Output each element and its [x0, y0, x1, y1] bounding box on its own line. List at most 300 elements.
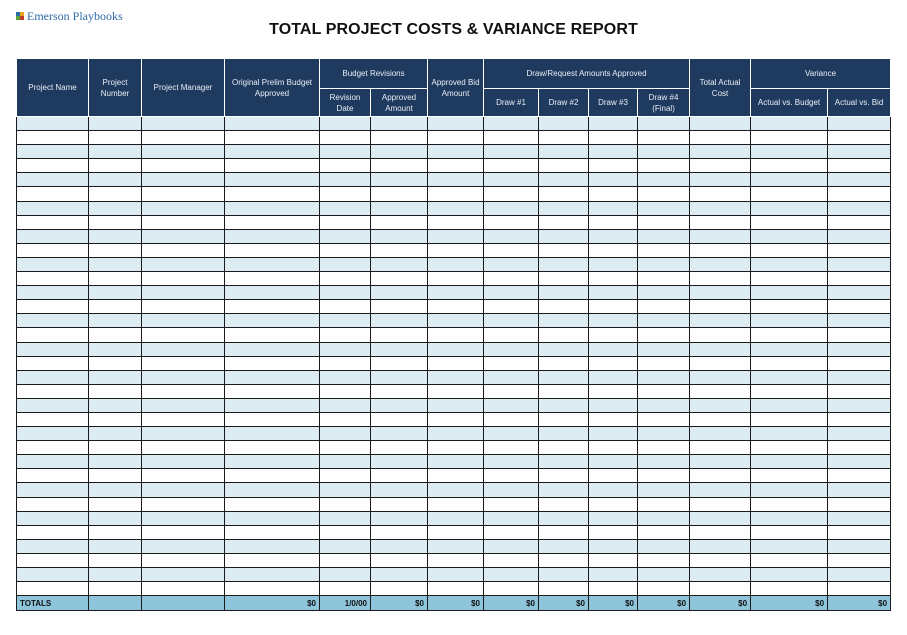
table-cell[interactable]: [484, 483, 539, 497]
table-cell[interactable]: [320, 314, 371, 328]
table-cell[interactable]: [638, 356, 690, 370]
table-cell[interactable]: [89, 370, 142, 384]
table-cell[interactable]: [371, 539, 428, 553]
table-cell[interactable]: [17, 553, 89, 567]
table-cell[interactable]: [539, 300, 589, 314]
table-cell[interactable]: [539, 398, 589, 412]
table-cell[interactable]: [89, 187, 142, 201]
table-cell[interactable]: [484, 131, 539, 145]
table-cell[interactable]: [320, 384, 371, 398]
table-cell[interactable]: [539, 159, 589, 173]
table-cell[interactable]: [690, 272, 751, 286]
table-cell[interactable]: [89, 257, 142, 271]
table-cell[interactable]: [320, 257, 371, 271]
table-cell[interactable]: [690, 553, 751, 567]
table-cell[interactable]: [371, 370, 428, 384]
table-cell[interactable]: [589, 201, 638, 215]
table-cell[interactable]: [371, 117, 428, 131]
table-cell[interactable]: [638, 187, 690, 201]
table-cell[interactable]: [320, 286, 371, 300]
table-cell[interactable]: [142, 455, 225, 469]
table-cell[interactable]: [371, 272, 428, 286]
table-cell[interactable]: [828, 300, 891, 314]
table-cell[interactable]: [428, 525, 484, 539]
table-cell[interactable]: [17, 257, 89, 271]
table-cell[interactable]: [428, 131, 484, 145]
table-cell[interactable]: [428, 582, 484, 596]
table-cell[interactable]: [320, 497, 371, 511]
table-cell[interactable]: [539, 187, 589, 201]
table-cell[interactable]: [89, 539, 142, 553]
table-cell[interactable]: [320, 300, 371, 314]
table-cell[interactable]: [225, 553, 320, 567]
table-cell[interactable]: [828, 469, 891, 483]
table-cell[interactable]: [89, 525, 142, 539]
table-cell[interactable]: [320, 469, 371, 483]
table-cell[interactable]: [428, 300, 484, 314]
table-cell[interactable]: [225, 455, 320, 469]
table-cell[interactable]: [589, 159, 638, 173]
table-cell[interactable]: [142, 469, 225, 483]
table-cell[interactable]: [89, 159, 142, 173]
table-cell[interactable]: [428, 356, 484, 370]
table-cell[interactable]: [638, 553, 690, 567]
table-cell[interactable]: [17, 342, 89, 356]
table-cell[interactable]: [690, 427, 751, 441]
table-cell[interactable]: [17, 412, 89, 426]
table-cell[interactable]: [371, 131, 428, 145]
table-cell[interactable]: [225, 483, 320, 497]
table-cell[interactable]: [539, 427, 589, 441]
table-cell[interactable]: [484, 159, 539, 173]
table-cell[interactable]: [751, 131, 828, 145]
table-cell[interactable]: [828, 117, 891, 131]
table-cell[interactable]: [690, 300, 751, 314]
table-cell[interactable]: [751, 525, 828, 539]
table-cell[interactable]: [589, 328, 638, 342]
table-cell[interactable]: [828, 243, 891, 257]
table-cell[interactable]: [225, 257, 320, 271]
table-cell[interactable]: [589, 412, 638, 426]
table-cell[interactable]: [225, 300, 320, 314]
table-cell[interactable]: [371, 511, 428, 525]
table-cell[interactable]: [17, 243, 89, 257]
table-cell[interactable]: [428, 384, 484, 398]
table-cell[interactable]: [225, 497, 320, 511]
table-cell[interactable]: [428, 398, 484, 412]
table-cell[interactable]: [589, 427, 638, 441]
table-cell[interactable]: [225, 201, 320, 215]
table-cell[interactable]: [142, 582, 225, 596]
table-cell[interactable]: [17, 272, 89, 286]
table-cell[interactable]: [539, 272, 589, 286]
table-cell[interactable]: [428, 441, 484, 455]
table-cell[interactable]: [17, 173, 89, 187]
table-cell[interactable]: [225, 187, 320, 201]
table-cell[interactable]: [539, 553, 589, 567]
table-cell[interactable]: [371, 300, 428, 314]
table-cell[interactable]: [142, 342, 225, 356]
table-cell[interactable]: [320, 398, 371, 412]
table-cell[interactable]: [539, 441, 589, 455]
table-cell[interactable]: [371, 257, 428, 271]
table-cell[interactable]: [828, 159, 891, 173]
table-cell[interactable]: [539, 384, 589, 398]
table-cell[interactable]: [751, 215, 828, 229]
table-cell[interactable]: [142, 441, 225, 455]
table-cell[interactable]: [142, 398, 225, 412]
table-cell[interactable]: [225, 441, 320, 455]
table-cell[interactable]: [142, 328, 225, 342]
table-cell[interactable]: [751, 398, 828, 412]
table-cell[interactable]: [428, 511, 484, 525]
table-cell[interactable]: [539, 117, 589, 131]
table-cell[interactable]: [589, 257, 638, 271]
table-cell[interactable]: [484, 441, 539, 455]
table-cell[interactable]: [320, 201, 371, 215]
table-cell[interactable]: [320, 427, 371, 441]
table-cell[interactable]: [751, 187, 828, 201]
table-cell[interactable]: [89, 229, 142, 243]
table-cell[interactable]: [690, 201, 751, 215]
table-cell[interactable]: [17, 201, 89, 215]
table-cell[interactable]: [428, 497, 484, 511]
table-cell[interactable]: [428, 187, 484, 201]
table-cell[interactable]: [828, 328, 891, 342]
table-cell[interactable]: [539, 370, 589, 384]
table-cell[interactable]: [751, 483, 828, 497]
table-cell[interactable]: [690, 173, 751, 187]
table-cell[interactable]: [751, 539, 828, 553]
table-cell[interactable]: [751, 412, 828, 426]
table-cell[interactable]: [17, 511, 89, 525]
table-cell[interactable]: [320, 582, 371, 596]
table-cell[interactable]: [690, 159, 751, 173]
table-cell[interactable]: [371, 328, 428, 342]
table-cell[interactable]: [428, 455, 484, 469]
table-cell[interactable]: [371, 187, 428, 201]
table-cell[interactable]: [638, 469, 690, 483]
table-cell[interactable]: [225, 568, 320, 582]
table-cell[interactable]: [484, 243, 539, 257]
table-cell[interactable]: [225, 469, 320, 483]
table-cell[interactable]: [89, 412, 142, 426]
table-cell[interactable]: [89, 497, 142, 511]
table-cell[interactable]: [371, 286, 428, 300]
table-cell[interactable]: [371, 314, 428, 328]
table-cell[interactable]: [225, 539, 320, 553]
table-cell[interactable]: [428, 215, 484, 229]
table-cell[interactable]: [690, 384, 751, 398]
table-cell[interactable]: [638, 398, 690, 412]
table-cell[interactable]: [638, 286, 690, 300]
table-cell[interactable]: [589, 314, 638, 328]
table-cell[interactable]: [17, 525, 89, 539]
table-cell[interactable]: [320, 511, 371, 525]
table-cell[interactable]: [371, 342, 428, 356]
table-cell[interactable]: [539, 257, 589, 271]
table-cell[interactable]: [751, 173, 828, 187]
table-cell[interactable]: [484, 455, 539, 469]
table-cell[interactable]: [428, 257, 484, 271]
table-cell[interactable]: [225, 511, 320, 525]
table-cell[interactable]: [89, 568, 142, 582]
table-cell[interactable]: [142, 117, 225, 131]
table-cell[interactable]: [589, 568, 638, 582]
table-cell[interactable]: [751, 356, 828, 370]
table-cell[interactable]: [89, 342, 142, 356]
table-cell[interactable]: [751, 257, 828, 271]
table-cell[interactable]: [751, 553, 828, 567]
table-cell[interactable]: [690, 483, 751, 497]
table-cell[interactable]: [89, 300, 142, 314]
table-cell[interactable]: [142, 201, 225, 215]
table-cell[interactable]: [690, 145, 751, 159]
table-cell[interactable]: [428, 201, 484, 215]
table-cell[interactable]: [320, 187, 371, 201]
table-cell[interactable]: [371, 568, 428, 582]
table-cell[interactable]: [320, 173, 371, 187]
table-cell[interactable]: [638, 568, 690, 582]
table-cell[interactable]: [320, 342, 371, 356]
table-cell[interactable]: [828, 314, 891, 328]
table-cell[interactable]: [539, 582, 589, 596]
table-cell[interactable]: [589, 229, 638, 243]
table-cell[interactable]: [690, 469, 751, 483]
table-cell[interactable]: [828, 370, 891, 384]
table-cell[interactable]: [828, 187, 891, 201]
table-cell[interactable]: [690, 582, 751, 596]
table-cell[interactable]: [142, 553, 225, 567]
table-cell[interactable]: [484, 300, 539, 314]
table-cell[interactable]: [589, 469, 638, 483]
table-cell[interactable]: [539, 342, 589, 356]
table-cell[interactable]: [484, 272, 539, 286]
table-cell[interactable]: [320, 159, 371, 173]
table-cell[interactable]: [828, 582, 891, 596]
table-cell[interactable]: [751, 427, 828, 441]
table-cell[interactable]: [589, 384, 638, 398]
table-cell[interactable]: [225, 173, 320, 187]
table-cell[interactable]: [142, 525, 225, 539]
table-cell[interactable]: [320, 131, 371, 145]
table-cell[interactable]: [828, 511, 891, 525]
table-cell[interactable]: [428, 483, 484, 497]
table-cell[interactable]: [751, 201, 828, 215]
table-cell[interactable]: [751, 441, 828, 455]
table-cell[interactable]: [751, 117, 828, 131]
table-cell[interactable]: [484, 582, 539, 596]
table-cell[interactable]: [320, 145, 371, 159]
table-cell[interactable]: [638, 539, 690, 553]
table-cell[interactable]: [589, 356, 638, 370]
table-cell[interactable]: [428, 229, 484, 243]
table-cell[interactable]: [320, 455, 371, 469]
table-cell[interactable]: [89, 441, 142, 455]
table-cell[interactable]: [539, 539, 589, 553]
table-cell[interactable]: [89, 469, 142, 483]
table-cell[interactable]: [589, 145, 638, 159]
table-cell[interactable]: [371, 427, 428, 441]
table-cell[interactable]: [539, 483, 589, 497]
table-cell[interactable]: [320, 229, 371, 243]
table-cell[interactable]: [751, 159, 828, 173]
table-cell[interactable]: [17, 286, 89, 300]
table-cell[interactable]: [484, 342, 539, 356]
table-cell[interactable]: [371, 441, 428, 455]
table-cell[interactable]: [225, 314, 320, 328]
table-cell[interactable]: [142, 511, 225, 525]
table-cell[interactable]: [89, 286, 142, 300]
table-cell[interactable]: [89, 145, 142, 159]
table-cell[interactable]: [17, 187, 89, 201]
table-cell[interactable]: [17, 539, 89, 553]
table-cell[interactable]: [539, 229, 589, 243]
table-cell[interactable]: [89, 243, 142, 257]
table-cell[interactable]: [17, 568, 89, 582]
table-cell[interactable]: [638, 511, 690, 525]
table-cell[interactable]: [225, 215, 320, 229]
table-cell[interactable]: [828, 131, 891, 145]
table-cell[interactable]: [428, 469, 484, 483]
table-cell[interactable]: [89, 117, 142, 131]
table-cell[interactable]: [638, 257, 690, 271]
table-cell[interactable]: [751, 300, 828, 314]
table-cell[interactable]: [89, 455, 142, 469]
table-cell[interactable]: [484, 539, 539, 553]
table-cell[interactable]: [371, 229, 428, 243]
table-cell[interactable]: [751, 568, 828, 582]
table-cell[interactable]: [539, 243, 589, 257]
table-cell[interactable]: [690, 257, 751, 271]
table-cell[interactable]: [371, 455, 428, 469]
table-cell[interactable]: [484, 117, 539, 131]
table-cell[interactable]: [589, 441, 638, 455]
table-cell[interactable]: [828, 525, 891, 539]
table-cell[interactable]: [225, 356, 320, 370]
table-cell[interactable]: [690, 314, 751, 328]
table-cell[interactable]: [751, 243, 828, 257]
table-cell[interactable]: [371, 582, 428, 596]
table-cell[interactable]: [320, 483, 371, 497]
table-cell[interactable]: [17, 356, 89, 370]
table-cell[interactable]: [690, 342, 751, 356]
table-cell[interactable]: [89, 553, 142, 567]
table-cell[interactable]: [89, 582, 142, 596]
table-cell[interactable]: [428, 159, 484, 173]
table-cell[interactable]: [589, 511, 638, 525]
table-cell[interactable]: [142, 384, 225, 398]
table-cell[interactable]: [428, 117, 484, 131]
table-cell[interactable]: [89, 427, 142, 441]
table-cell[interactable]: [225, 145, 320, 159]
table-cell[interactable]: [225, 272, 320, 286]
table-cell[interactable]: [225, 229, 320, 243]
table-cell[interactable]: [225, 286, 320, 300]
table-cell[interactable]: [428, 568, 484, 582]
table-cell[interactable]: [589, 300, 638, 314]
table-cell[interactable]: [17, 469, 89, 483]
table-cell[interactable]: [589, 187, 638, 201]
table-cell[interactable]: [751, 314, 828, 328]
table-cell[interactable]: [589, 370, 638, 384]
table-cell[interactable]: [589, 286, 638, 300]
table-cell[interactable]: [17, 384, 89, 398]
table-cell[interactable]: [17, 328, 89, 342]
table-cell[interactable]: [638, 314, 690, 328]
table-cell[interactable]: [484, 187, 539, 201]
table-cell[interactable]: [484, 497, 539, 511]
table-cell[interactable]: [89, 328, 142, 342]
table-cell[interactable]: [751, 272, 828, 286]
table-cell[interactable]: [828, 215, 891, 229]
table-cell[interactable]: [371, 497, 428, 511]
table-cell[interactable]: [638, 243, 690, 257]
table-cell[interactable]: [589, 131, 638, 145]
table-cell[interactable]: [690, 286, 751, 300]
table-cell[interactable]: [225, 398, 320, 412]
table-cell[interactable]: [828, 412, 891, 426]
table-cell[interactable]: [89, 483, 142, 497]
table-cell[interactable]: [142, 412, 225, 426]
table-cell[interactable]: [589, 582, 638, 596]
table-cell[interactable]: [17, 215, 89, 229]
table-cell[interactable]: [751, 370, 828, 384]
table-cell[interactable]: [320, 356, 371, 370]
table-cell[interactable]: [484, 215, 539, 229]
table-cell[interactable]: [638, 229, 690, 243]
table-cell[interactable]: [690, 215, 751, 229]
table-cell[interactable]: [539, 511, 589, 525]
table-cell[interactable]: [828, 342, 891, 356]
table-cell[interactable]: [371, 215, 428, 229]
table-cell[interactable]: [638, 328, 690, 342]
table-cell[interactable]: [225, 427, 320, 441]
table-cell[interactable]: [638, 441, 690, 455]
table-cell[interactable]: [89, 511, 142, 525]
table-cell[interactable]: [17, 582, 89, 596]
table-cell[interactable]: [320, 525, 371, 539]
table-cell[interactable]: [142, 243, 225, 257]
table-cell[interactable]: [320, 539, 371, 553]
table-cell[interactable]: [690, 455, 751, 469]
table-cell[interactable]: [89, 398, 142, 412]
table-cell[interactable]: [828, 455, 891, 469]
table-cell[interactable]: [142, 568, 225, 582]
table-cell[interactable]: [690, 525, 751, 539]
table-cell[interactable]: [828, 356, 891, 370]
table-cell[interactable]: [828, 427, 891, 441]
table-cell[interactable]: [428, 145, 484, 159]
table-cell[interactable]: [142, 145, 225, 159]
table-cell[interactable]: [539, 469, 589, 483]
table-cell[interactable]: [89, 314, 142, 328]
table-cell[interactable]: [690, 441, 751, 455]
table-cell[interactable]: [142, 483, 225, 497]
table-cell[interactable]: [371, 469, 428, 483]
table-cell[interactable]: [142, 356, 225, 370]
table-cell[interactable]: [320, 328, 371, 342]
table-cell[interactable]: [638, 342, 690, 356]
table-cell[interactable]: [828, 539, 891, 553]
table-cell[interactable]: [828, 553, 891, 567]
table-cell[interactable]: [225, 342, 320, 356]
table-cell[interactable]: [828, 229, 891, 243]
table-cell[interactable]: [690, 187, 751, 201]
table-cell[interactable]: [484, 553, 539, 567]
table-cell[interactable]: [428, 243, 484, 257]
table-cell[interactable]: [638, 117, 690, 131]
